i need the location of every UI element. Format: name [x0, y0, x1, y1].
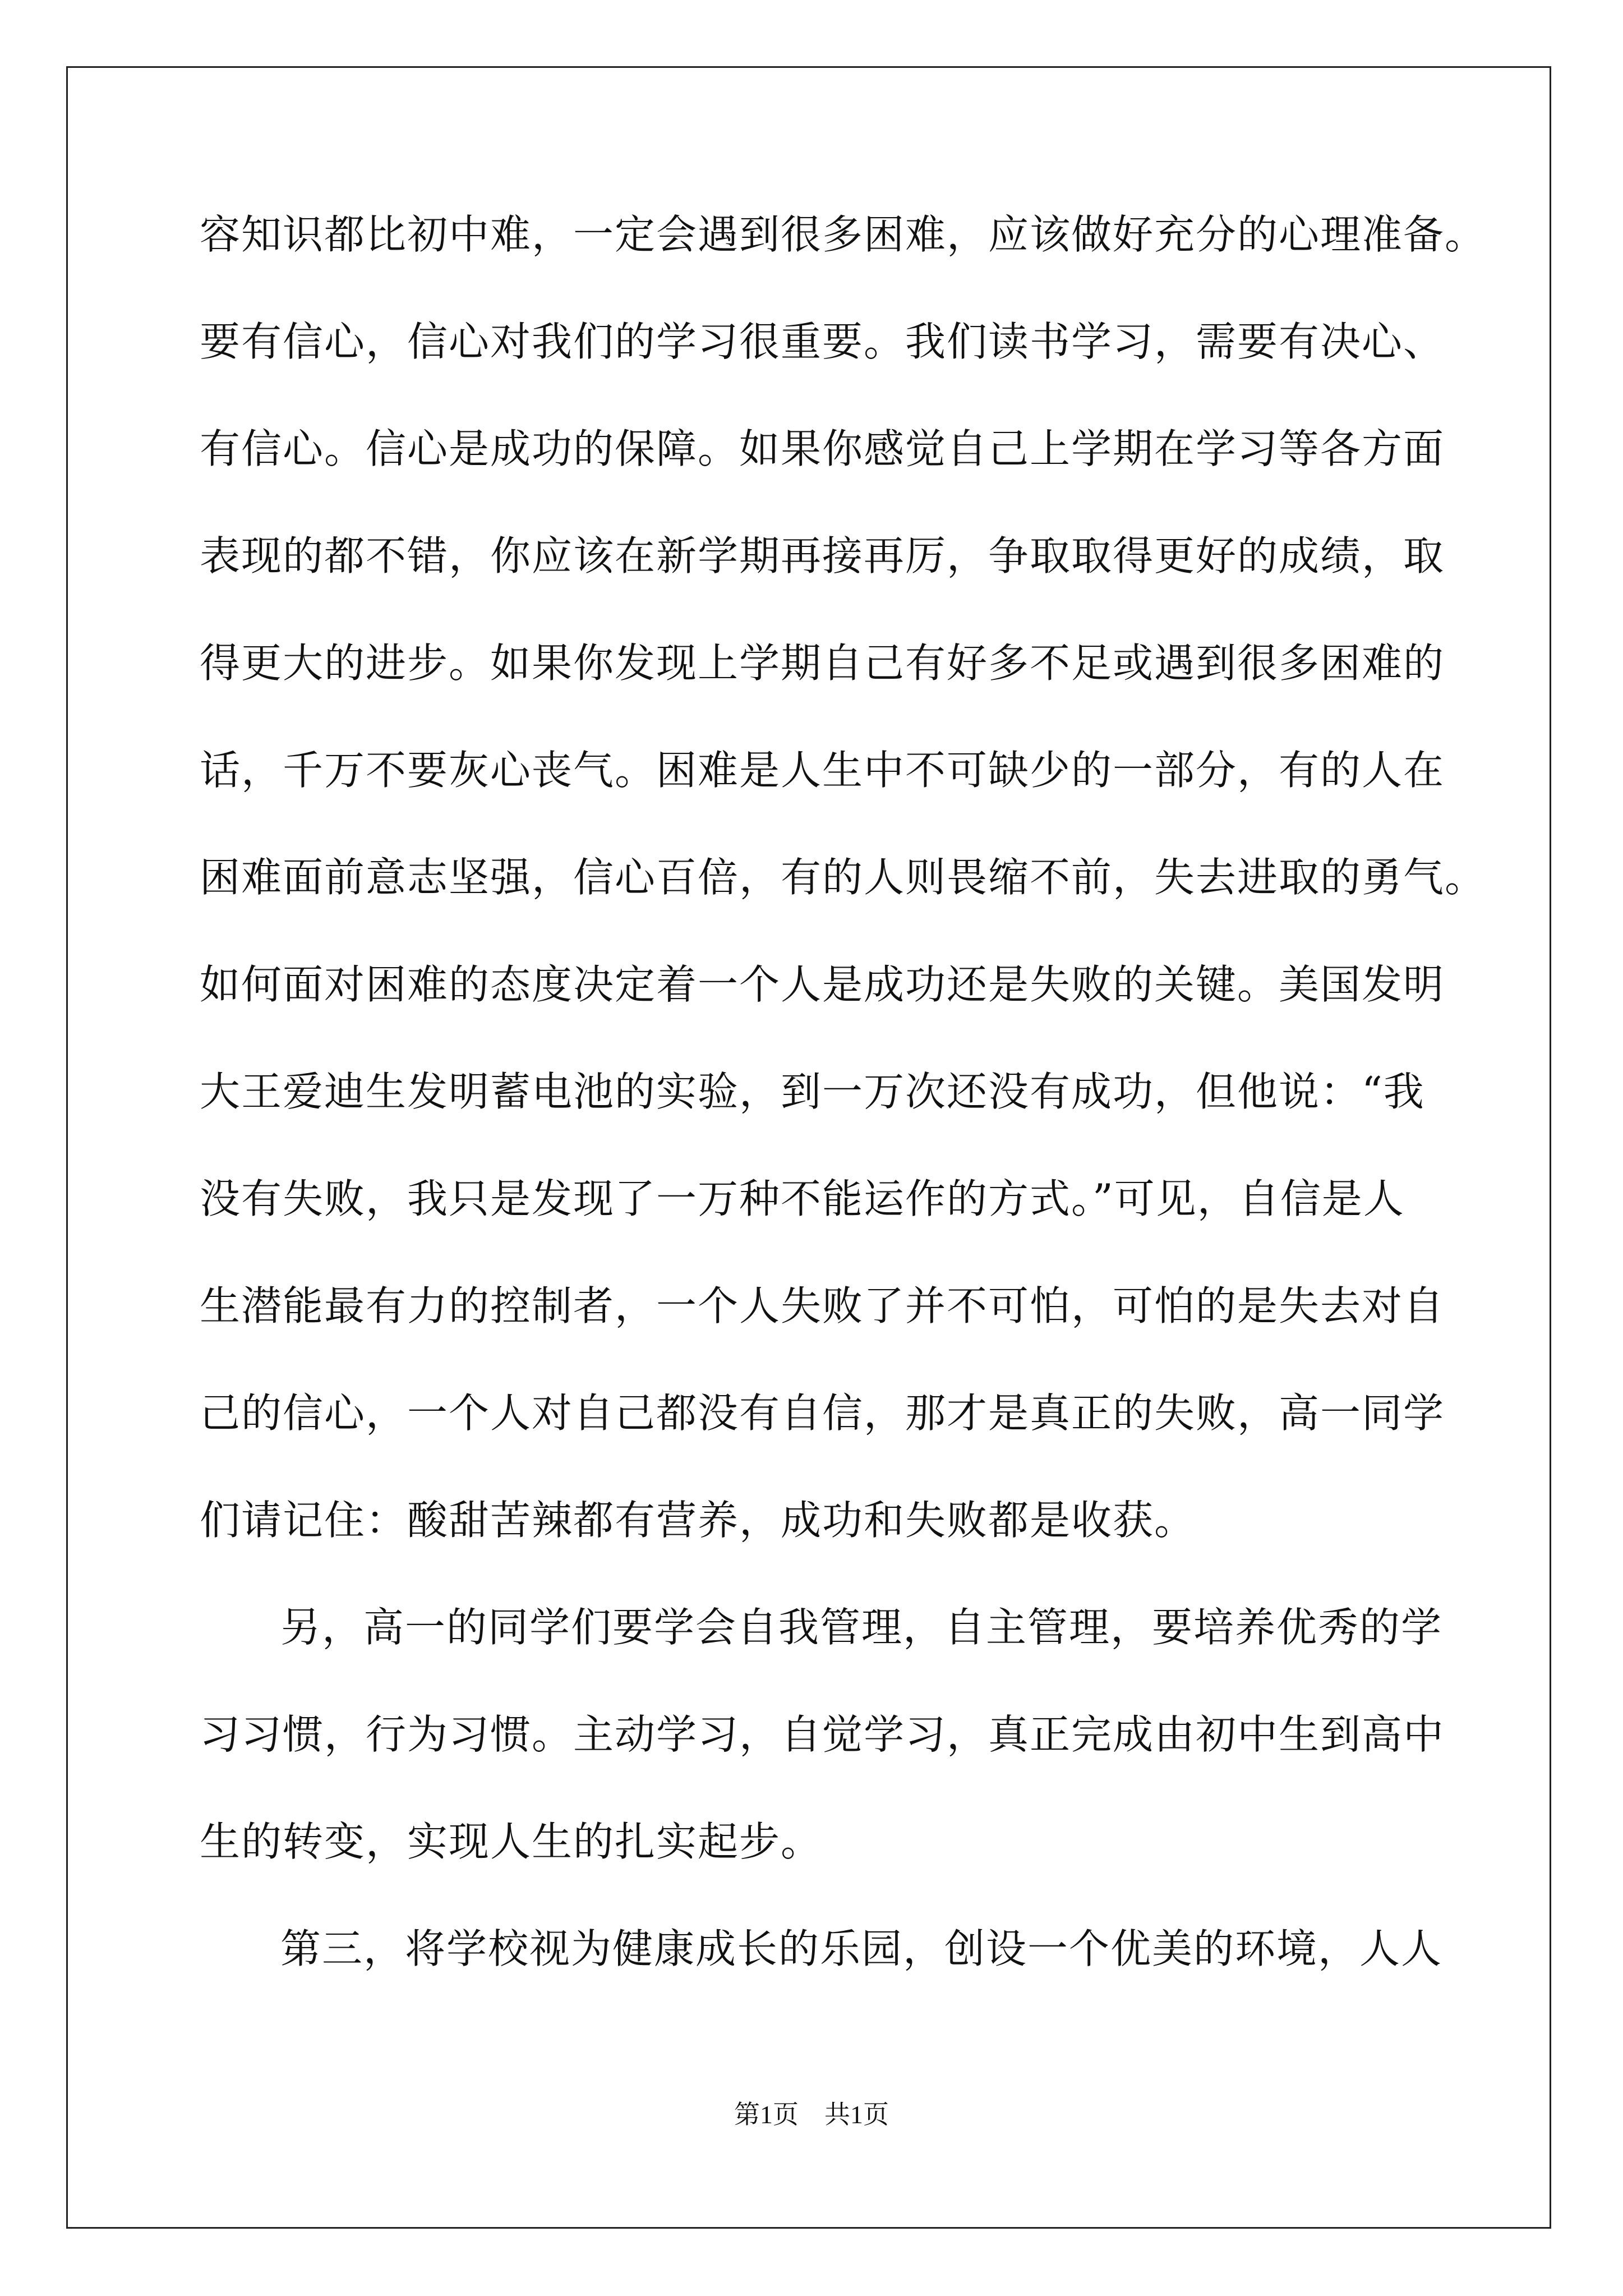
text-line: 生的转变，实现人生的扎实起步。: [200, 1818, 823, 1865]
text-line: 有信心。信心是成功的保障。如果你感觉自己上学期在学习等各方面: [200, 425, 1445, 472]
page-footer: 第1页 共1页: [734, 2100, 889, 2129]
text-line: 得更大的进步。如果你发现上学期自己有好多不足或遇到很多困难的: [200, 639, 1445, 687]
text-line: 困难面前意志坚强，信心百倍，有的人则畏缩不前，失去进取的勇气。: [200, 854, 1487, 901]
text-line: 大王爱迪生发明蓄电池的实验，到一万次还没有成功，但他说：“我: [200, 1068, 1425, 1115]
text-line: 如何面对困难的态度决定着一个人是成功还是失败的关键。美国发明: [200, 961, 1445, 1008]
text-line: 们请记住：酸甜苦辣都有营养，成功和失败都是收获。: [200, 1497, 1196, 1544]
paragraph-first-line: 另，高一的同学们要学会自我管理，自主管理，要培养优秀的学: [280, 1604, 1443, 1651]
text-line: 生潜能最有力的控制者，一个人失败了并不可怕，可怕的是失去对自: [200, 1282, 1445, 1329]
page-border: [66, 66, 1551, 2229]
paragraph-first-line: 第三，将学校视为健康成长的乐园，创设一个优美的环境，人人: [280, 1925, 1443, 1972]
text-line: 要有信心，信心对我们的学习很重要。我们读书学习，需要有决心、: [200, 318, 1445, 365]
text-line: 己的信心，一个人对自己都没有自信，那才是真正的失败，高一同学: [200, 1389, 1445, 1437]
text-line: 表现的都不错，你应该在新学期再接再厉，争取取得更好的成绩，取: [200, 532, 1445, 579]
text-line: 容知识都比初中难，一定会遇到很多困难，应该做好充分的心理准备。: [200, 211, 1487, 258]
text-line: 习习惯，行为习惯。主动学习，自觉学习，真正完成由初中生到高中: [200, 1711, 1445, 1758]
text-line: 没有失败，我只是发现了一万种不能运作的方式。”可见，自信是人: [200, 1175, 1405, 1222]
text-line: 话，千万不要灰心丧气。困难是人生中不可缺少的一部分，有的人在: [200, 747, 1445, 794]
